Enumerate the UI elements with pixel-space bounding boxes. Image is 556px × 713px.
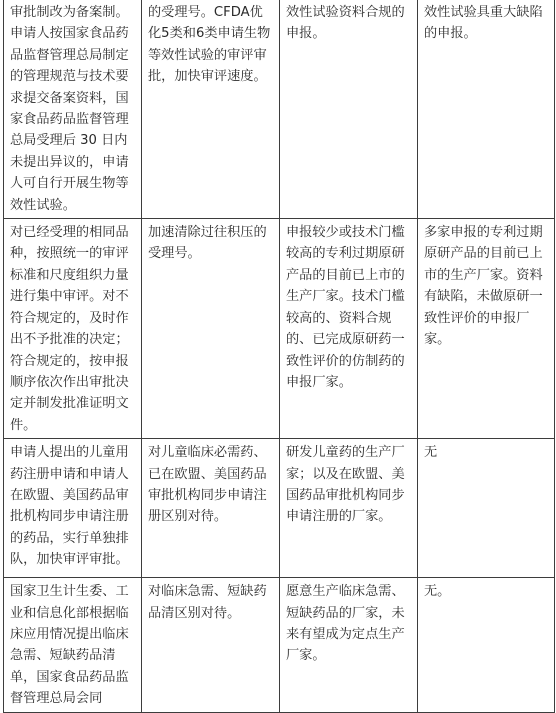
table-cell: 对临床急需、短缺药品清区别对待。: [142, 578, 280, 712]
table-cell: 效性试验具重大缺陷的申报。: [418, 0, 555, 219]
table-row: [4, 219, 555, 439]
table-cell: 无。: [418, 578, 555, 712]
table-cell: 国家卫生计生委、工业和信息化部根据临床应用情况提出临床急需、短缺药品清单，国家食品药品监督管理总局会同: [4, 578, 142, 712]
table-cell: 效性试验资料合规的申报。: [280, 0, 418, 219]
table-cell: 无: [418, 439, 555, 578]
table-cell: 研发儿童药的生产厂家；以及在欧盟、美国药品审批机构同步申请注册的厂家。: [280, 439, 418, 578]
table-cell: 对已经受理的相同品种，按照统一的审评标准和尺度组织力量进行集中审评。对不符合规定的，及时作出不予批准的决定；符合规定的，按申报顺序依次作出审批决定并制发批准证明文件。: [4, 219, 142, 439]
table-row: [4, 578, 555, 712]
table-cell: 申报较少或技术门槛较高的专利过期原研产品的目前已上市的生产厂家。技术门槛较高的、资料合规的、已完成原研药一致性评价的仿制药的申报厂家。: [280, 219, 418, 439]
table-cell: 申请人提出的儿童用药注册申请和申请人在欧盟、美国药品审批机构同步申请注册的药品，实行单独排队，加快审评审批。: [4, 439, 142, 578]
table-cell: 多家申报的专利过期原研产品的目前已上市的生产厂家。资料有缺陷，未做原研一致性评价的申报厂家。: [418, 219, 555, 439]
table-cell: 审批制改为备案制。申请人按国家食品药品监督管理总局制定的管理规范与技术要求提交备案资料，国家食品药品监督管理总局受理后 30 日内未提出异议的，申请人可自行开展生物等效性试验。: [4, 0, 142, 219]
table-cell: 对儿童临床必需药、已在欧盟、美国药品审批机构同步申请注册区别对待。: [142, 439, 280, 578]
policy-table: [3, 0, 555, 713]
table-row: [4, 439, 555, 578]
table-row: [4, 0, 555, 219]
table-cell: 的受理号。CFDA优化5类和6类申请生物等效性试验的审评审批，加快审评速度。: [142, 0, 280, 219]
table-cell: 加速清除过往积压的受理号。: [142, 219, 280, 439]
table-cell: 愿意生产临床急需、短缺药品的厂家，未来有望成为定点生产厂家。: [280, 578, 418, 712]
